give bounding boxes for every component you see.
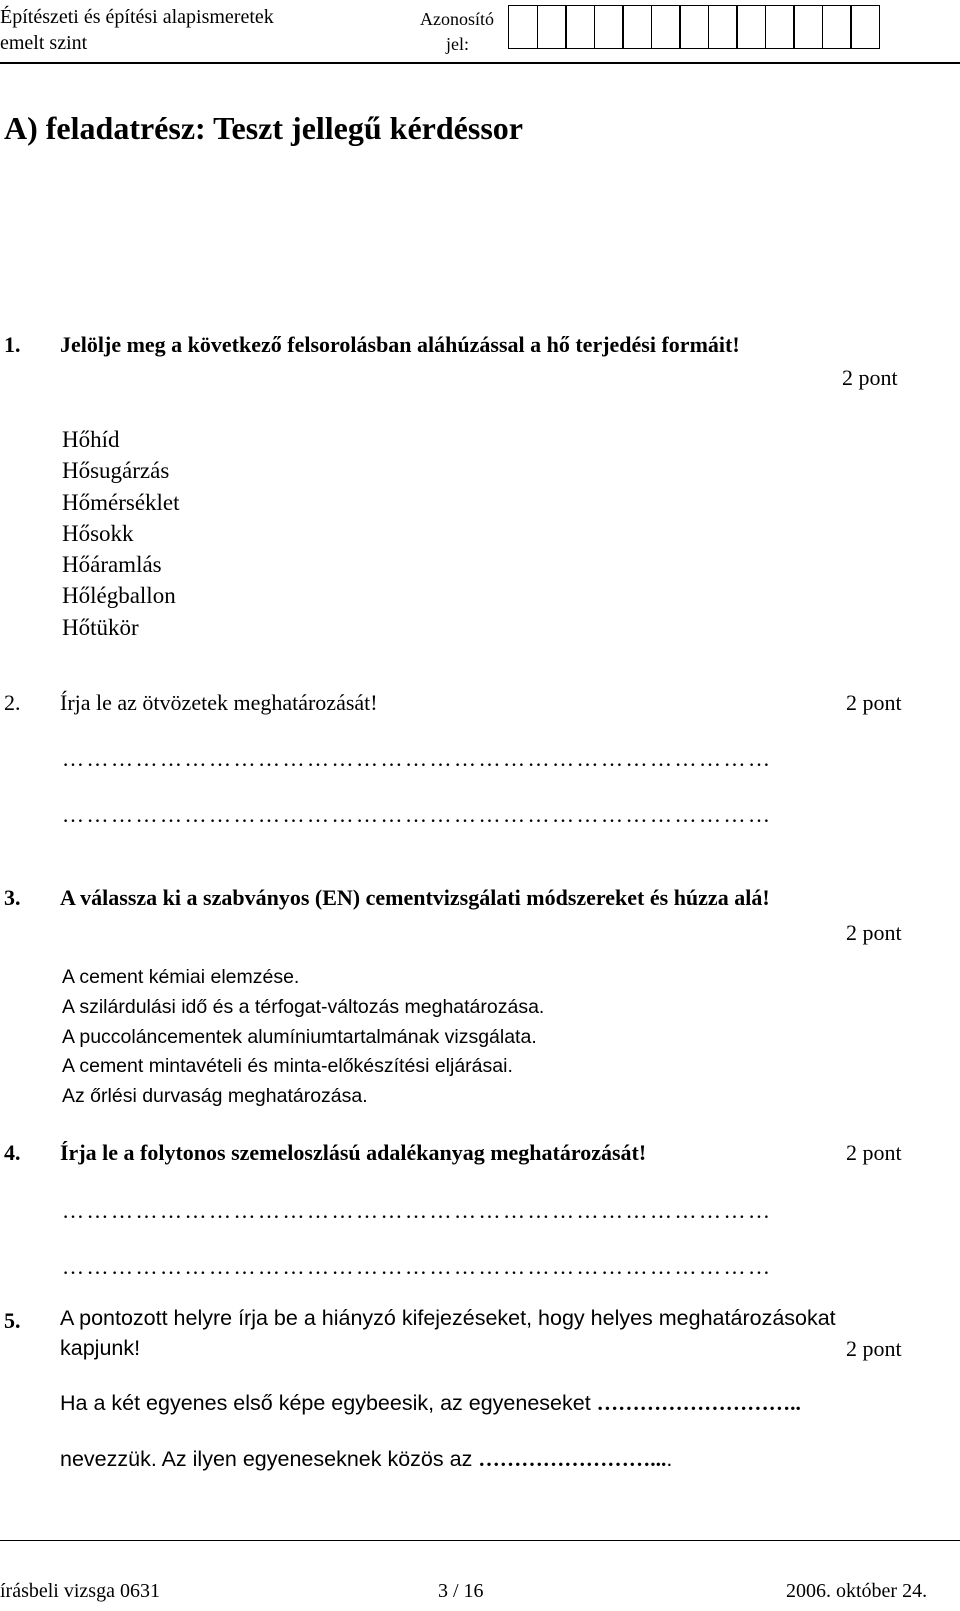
option-item[interactable]: Hőtükör bbox=[62, 614, 139, 640]
subject-title: Építészeti és építési alapismeretek bbox=[0, 6, 274, 28]
fill-sentence-1 bbox=[60, 1391, 801, 1416]
option-item[interactable]: Hősokk bbox=[62, 520, 134, 546]
question-1-options bbox=[62, 424, 180, 643]
option-item[interactable]: A puccoláncementek alumíniumtartalmának vizsgálata. bbox=[62, 1025, 537, 1048]
footer-divider bbox=[0, 1540, 960, 1541]
id-code-box[interactable] bbox=[736, 5, 766, 49]
question-2-text: Írja le az ötvözetek meghatározását! bbox=[60, 690, 378, 715]
answer-line[interactable]: …………………………………………………………………………… bbox=[62, 746, 773, 771]
answer-line[interactable]: …………………………………………………………………………… bbox=[62, 1254, 773, 1279]
question-1-text: Jelölje meg a következő felsorolásban aláhúzással a hő terjedési formáit! bbox=[60, 332, 740, 357]
id-code-box[interactable] bbox=[850, 5, 880, 49]
question-4-points: 2 pont bbox=[846, 1140, 902, 1165]
question-1-number: 1. bbox=[4, 332, 21, 357]
option-item[interactable]: A cement kémiai elemzése. bbox=[62, 966, 300, 988]
id-code-box[interactable] bbox=[679, 5, 709, 49]
id-code-box[interactable] bbox=[651, 5, 681, 49]
question-3-text: A válassza ki a szabványos (EN) cementvizsgálati módszereket és húzza alá! bbox=[60, 885, 770, 910]
sentence-text: Ha a két egyenes első képe egybeesik, az egyeneseket bbox=[60, 1391, 597, 1415]
question-2-number: 2. bbox=[4, 690, 21, 715]
id-code-box[interactable] bbox=[537, 5, 567, 49]
question-5-number: 5. bbox=[4, 1308, 21, 1333]
question-5-points: 2 pont bbox=[846, 1336, 902, 1361]
subject-level: emelt szint bbox=[0, 32, 88, 54]
question-3-options bbox=[62, 963, 544, 1112]
option-item[interactable]: Hősugárzás bbox=[62, 458, 170, 484]
question-4-number: 4. bbox=[4, 1140, 21, 1165]
id-label: Azonosító bbox=[420, 9, 494, 29]
id-code-box[interactable] bbox=[622, 5, 652, 49]
question-5-text: A pontozott helyre írja be a hiányzó kifejezéseket, hogy helyes meghatározásokat bbox=[60, 1306, 836, 1330]
question-3-number: 3. bbox=[4, 885, 21, 910]
id-code-box[interactable] bbox=[793, 5, 823, 49]
fill-sentence-2 bbox=[60, 1447, 672, 1472]
sentence-end: . bbox=[666, 1447, 673, 1471]
option-item[interactable]: Hőáramlás bbox=[62, 552, 162, 578]
option-item[interactable]: Hőlégballon bbox=[62, 583, 176, 609]
question-5-text-cont: kapjunk! bbox=[60, 1336, 141, 1360]
blank-field[interactable]: ……………………... bbox=[478, 1447, 667, 1471]
id-code-boxes[interactable] bbox=[508, 5, 879, 49]
footer-page-number: 3 / 16 bbox=[438, 1580, 484, 1602]
id-code-box[interactable] bbox=[594, 5, 624, 49]
option-item[interactable]: Hőmérséklet bbox=[62, 489, 180, 515]
option-item[interactable]: Az őrlési durvaság meghatározása. bbox=[62, 1085, 368, 1108]
footer-date: 2006. október 24. bbox=[786, 1580, 928, 1602]
id-code-box[interactable] bbox=[508, 5, 538, 49]
question-2-points: 2 pont bbox=[846, 690, 902, 715]
id-code-box[interactable] bbox=[565, 5, 595, 49]
id-code-box[interactable] bbox=[708, 5, 738, 49]
answer-line[interactable]: …………………………………………………………………………… bbox=[62, 1198, 773, 1223]
option-item[interactable]: Hőhíd bbox=[62, 427, 120, 452]
question-4-text: Írja le a folytonos szemeloszlású adalékanyag meghatározását! bbox=[60, 1140, 647, 1165]
option-item[interactable]: A cement mintavételi és minta-előkészítési eljárásai. bbox=[62, 1055, 513, 1078]
sentence-text: nevezzük. Az ilyen egyeneseknek közös az bbox=[60, 1447, 479, 1471]
question-1-points: 2 pont bbox=[842, 365, 898, 390]
header-divider bbox=[0, 62, 960, 64]
section-title: A) feladatrész: Teszt jellegű kérdéssor bbox=[4, 110, 523, 146]
answer-line[interactable]: …………………………………………………………………………… bbox=[62, 802, 773, 827]
blank-field[interactable]: ……………………….. bbox=[596, 1391, 801, 1415]
footer-exam-code: írásbeli vizsga 0631 bbox=[0, 1580, 160, 1602]
id-code-box[interactable] bbox=[765, 5, 795, 49]
option-item[interactable]: A szilárdulási idő és a térfogat-változás meghatározása. bbox=[62, 995, 545, 1018]
id-label-suffix: jel: bbox=[446, 34, 469, 54]
question-3-points: 2 pont bbox=[846, 920, 902, 945]
id-code-box[interactable] bbox=[822, 5, 852, 49]
